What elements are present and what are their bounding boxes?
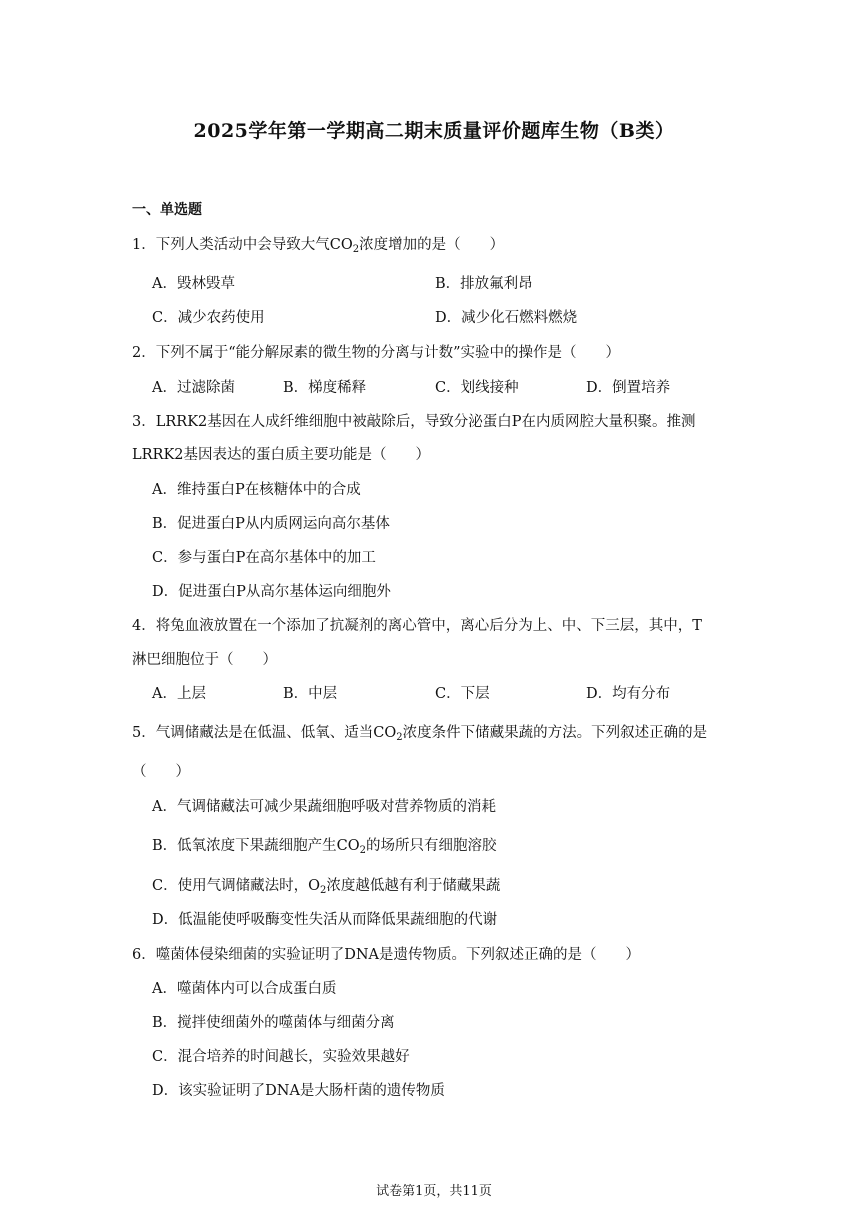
q3-option-c[interactable]: C．参与蛋白P在高尔基体中的加工	[152, 550, 376, 566]
q2-option-a[interactable]: A．过滤除菌	[152, 380, 235, 396]
question-3-line-1: 3．LRRK2基因在人成纤维细胞中被敲除后，导致分泌蛋白P在内质网腔大量积聚。推测	[132, 414, 696, 430]
q5-option-c[interactable]: C．使用气调储藏法时，$O_2$浓度越低越有利于储藏果蔬	[152, 878, 501, 896]
q3-option-b[interactable]: B．促进蛋白P从内质网运向高尔基体	[152, 516, 390, 532]
q3-option-d[interactable]: D．促进蛋白P从高尔基体运向细胞外	[152, 584, 391, 600]
q2-option-c[interactable]: C．划线接种	[435, 380, 519, 396]
q3-option-a[interactable]: A．维持蛋白P在核糖体中的合成	[152, 482, 361, 498]
q5-option-a[interactable]: A．气调储藏法可减少果蔬细胞呼吸对营养物质的消耗	[152, 799, 496, 815]
q1-option-a[interactable]: A．毁林毁草	[152, 276, 235, 292]
question-3-line-2: LRRK2基因表达的蛋白质主要功能是（ ）	[132, 447, 431, 463]
q4-option-b[interactable]: B．中层	[283, 686, 338, 702]
q4-option-a[interactable]: A．上层	[152, 686, 206, 702]
question-4-line-1: 4．将兔血液放置在一个添加了抗凝剂的离心管中，离心后分为上、中、下三层，其中，T	[132, 618, 702, 634]
question-5-line-2: （ ）	[132, 764, 190, 780]
section-heading: 一、单选题	[132, 202, 202, 218]
page-title: 2025学年第一学期高二期末质量评价题库生物（B类）	[193, 120, 675, 142]
q1-option-d[interactable]: D．减少化石燃料燃烧	[435, 310, 578, 326]
q4-option-c[interactable]: C．下层	[435, 686, 490, 702]
page-footer: 试卷第1页，共11页	[376, 1184, 492, 1199]
q1-option-c[interactable]: C．减少农药使用	[152, 310, 265, 326]
q1-option-b[interactable]: B．排放氟利昂	[435, 276, 533, 292]
question-2: 2．下列不属于“能分解尿素的微生物的分离与计数”实验中的操作是（ ）	[132, 345, 621, 361]
q5-option-b[interactable]: B．低氧浓度下果蔬细胞产生$CO_2$的场所只有细胞溶胶	[152, 838, 497, 856]
q2-option-b[interactable]: B．梯度稀释	[283, 380, 367, 396]
q2-option-d[interactable]: D．倒置培养	[586, 380, 671, 396]
q5-option-d[interactable]: D．低温能使呼吸酶变性失活从而降低果蔬细胞的代谢	[152, 912, 498, 928]
q6-option-d[interactable]: D．该实验证明了DNA是大肠杆菌的遗传物质	[152, 1083, 445, 1099]
question-5-line-1: 5．气调储藏法是在低温、低氧、适当$CO_2$浓度条件下储藏果蔬的方法。下列叙述正确的是	[132, 725, 708, 743]
q4-option-d[interactable]: D．均有分布	[586, 686, 671, 702]
question-4-line-2: 淋巴细胞位于（ ）	[132, 652, 277, 668]
question-1: 1．下列人类活动中会导致大气$CO_2$浓度增加的是（ ）	[132, 237, 505, 255]
q6-option-b[interactable]: B．搅拌使细菌外的噬菌体与细菌分离	[152, 1015, 395, 1031]
q6-option-c[interactable]: C．混合培养的时间越长，实验效果越好	[152, 1049, 410, 1065]
question-6: 6．噬菌体侵染细菌的实验证明了DNA是遗传物质。下列叙述正确的是（ ）	[132, 947, 641, 963]
q6-option-a[interactable]: A．噬菌体内可以合成蛋白质	[152, 981, 337, 997]
